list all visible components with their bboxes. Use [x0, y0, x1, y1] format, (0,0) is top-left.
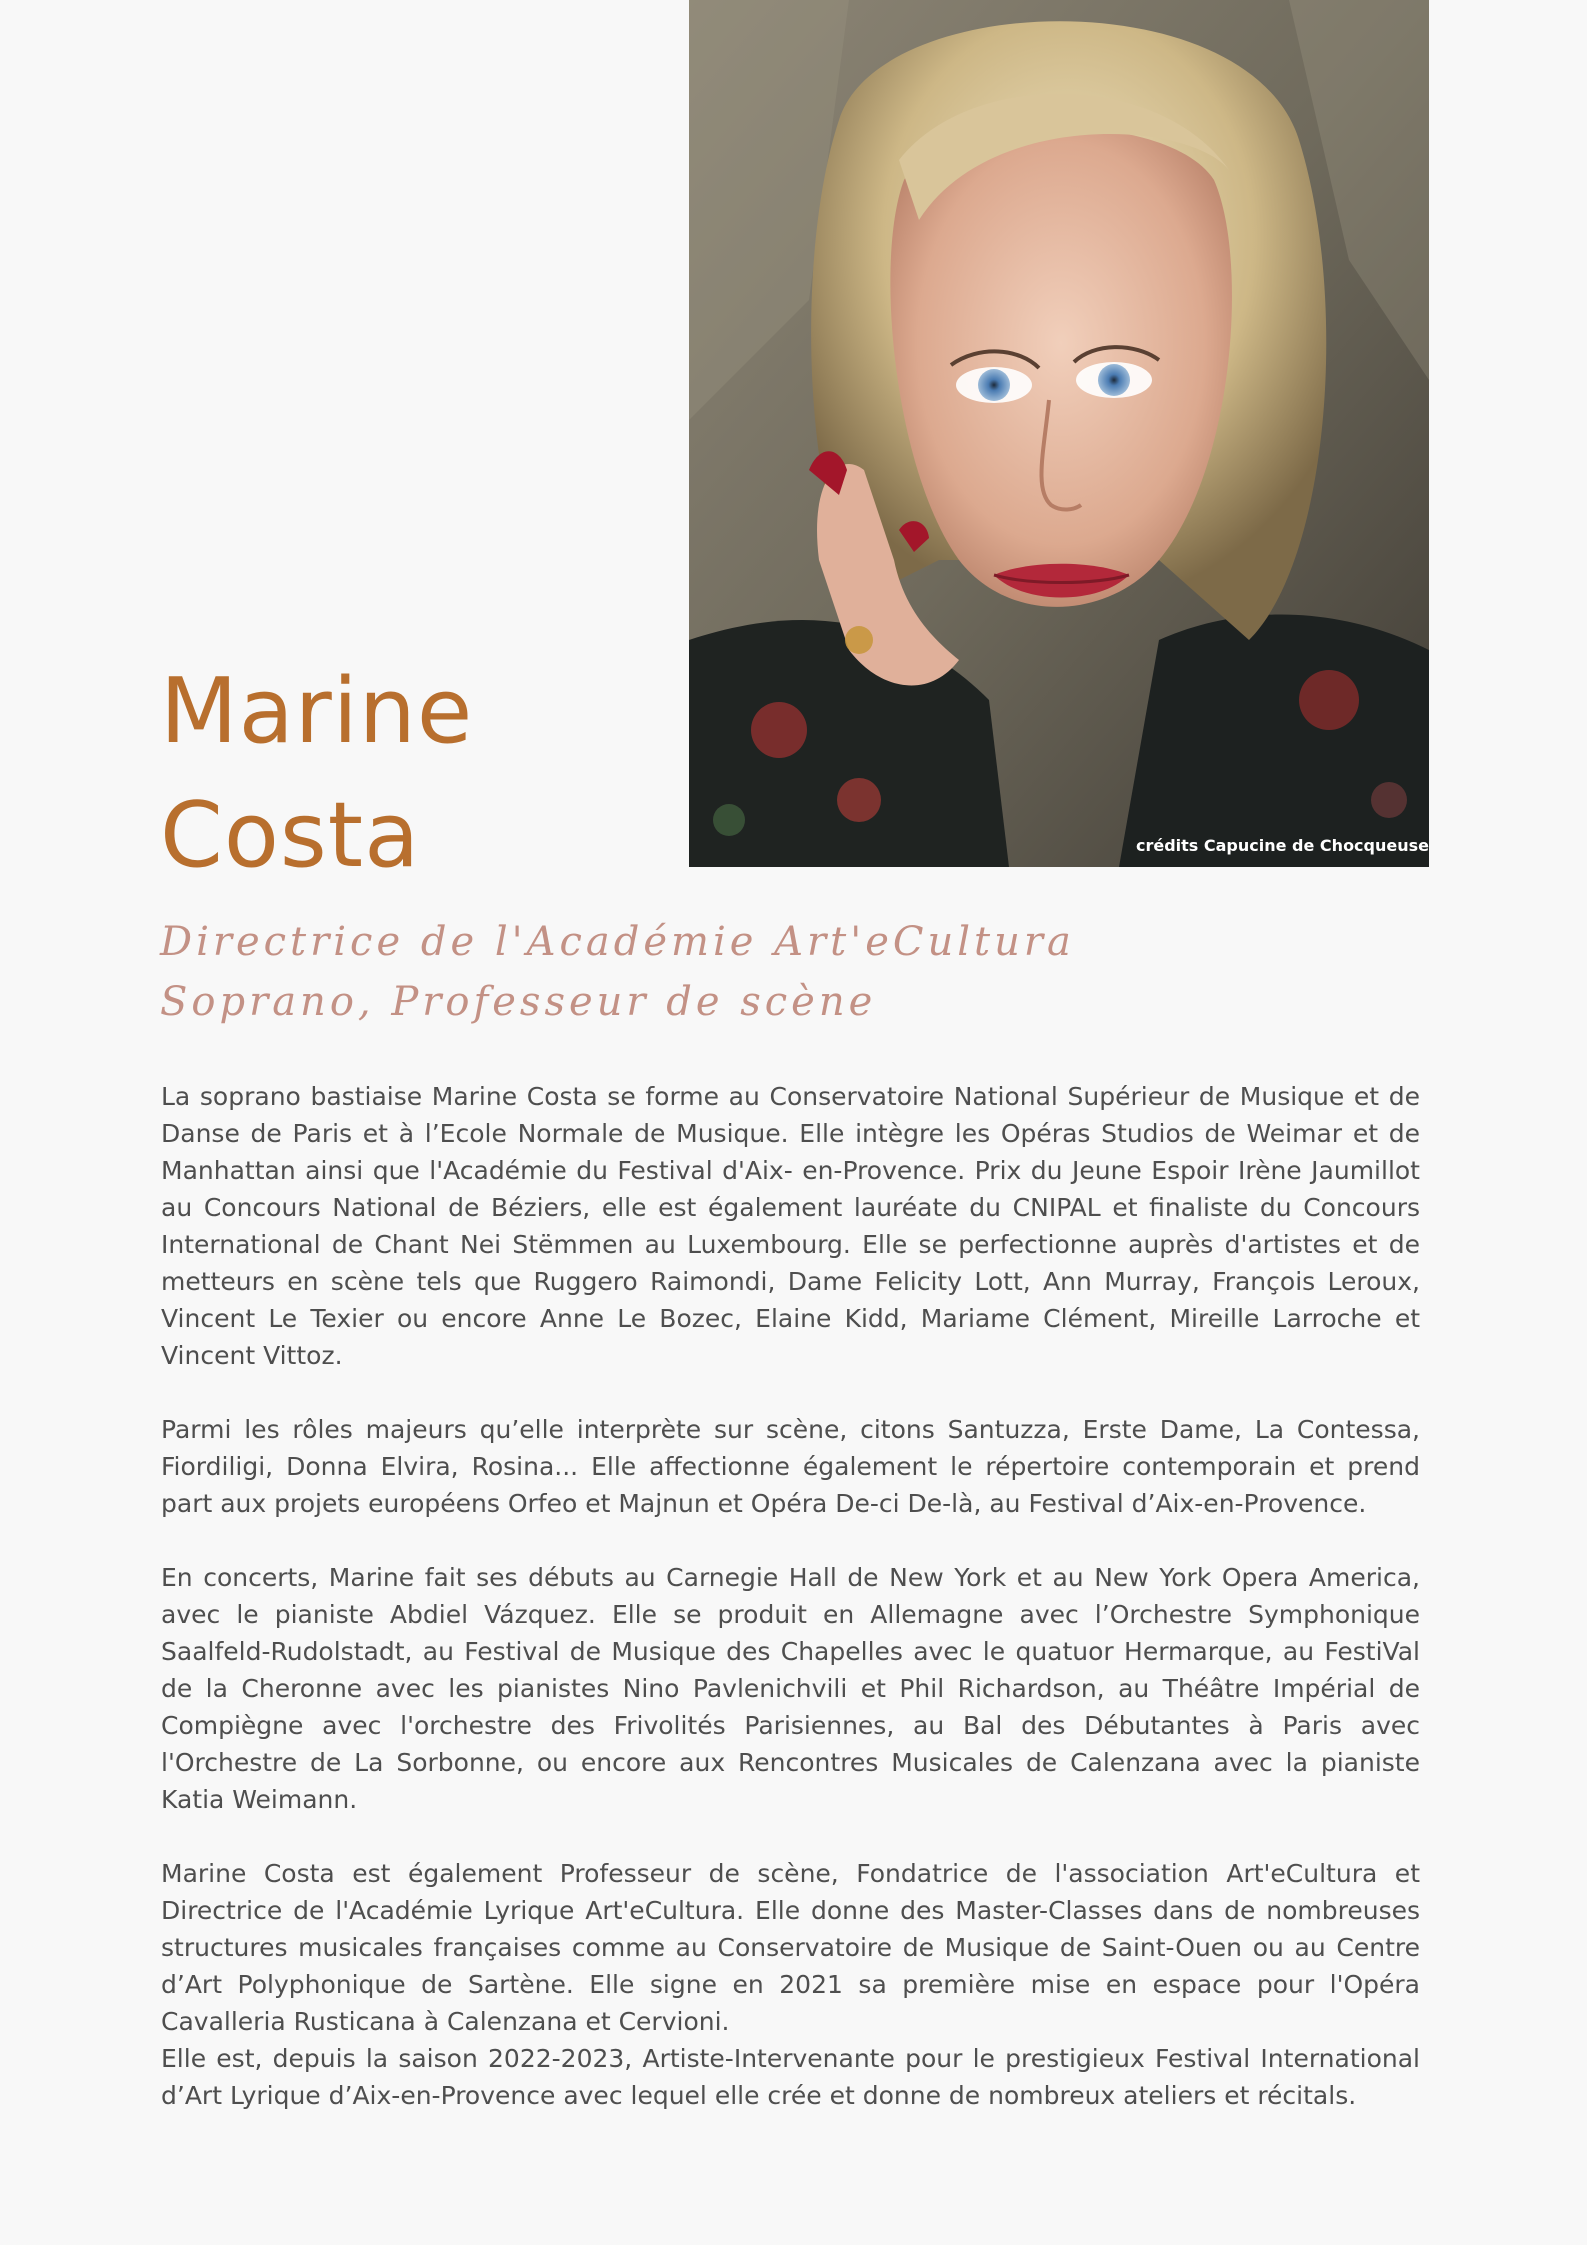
last-name: Costa	[160, 783, 421, 888]
first-name: Marine	[160, 659, 474, 764]
subtitle-role: Directrice de l'Académie Art'eCultura	[160, 919, 1075, 965]
page-title	[160, 650, 660, 898]
bio-paragraph-teaching: Marine Costa est également Professeur de scène, Fondatrice de l'association Art'eCultura et Directrice de l'Académie Lyrique Art'eCultura. Elle donne des Master-Classes dans de nombreuses structures musicales françaises comme au Conservatoire de Musique de Saint-Ouen ou au Centre d’Art Polyphonique de Sartène. Elle signe en 2021 sa première mise en espace pour l'Opéra Cavalleria Rusticana à Calenzana et Cervioni.	[161, 1859, 1420, 2036]
bio-paragraph-festival: Elle est, depuis la saison 2022-2023, Artiste-Intervenante pour le prestigieux Festival International d’Art Lyrique d’Aix-en-Provence avec lequel elle crée et donne de nombreux ateliers et récitals.	[161, 2044, 1420, 2110]
bio-paragraph-roles: Parmi les rôles majeurs qu’elle interprète sur scène, citons Santuzza, Erste Dame, La Contessa, Fiordiligi, Donna Elvira, Rosina... Elle affectionne également le répertoire contemporain et prend part aux projets européens Orfeo et Majnun et Opéra De-ci De-là, au Festival d’Aix-en-Provence.	[161, 1415, 1420, 1518]
portrait-image	[689, 0, 1429, 867]
bio-paragraph-training: La soprano bastiaise Marine Costa se forme au Conservatoire National Supérieur de Musique et de Danse de Paris et à l’Ecole Normale de Musique. Elle intègre les Opéras Studios de Weimar et de Manhattan ainsi que l'Académie du Festival d'Aix- en-Provence. Prix du Jeune Espoir Irène Jaumillot au Concours National de Béziers, elle est également lauréate du CNIPAL et finaliste du Concours International de Chant Nei Stëmmen au Luxembourg. Elle se perfectionne auprès d'artistes et de metteurs en scène tels que Ruggero Raimondi, Dame Felicity Lott, Ann Murray, François Leroux, Vincent Le Texier ou encore Anne Le Bozec, Elaine Kidd, Mariame Clément, Mireille Larroche et Vincent Vittoz.	[161, 1082, 1420, 1370]
subtitle	[160, 912, 1160, 1032]
biography	[161, 1078, 1420, 2114]
subtitle-profession: Soprano, Professeur de scène	[160, 979, 877, 1025]
bio-paragraph-concerts: En concerts, Marine fait ses débuts au Carnegie Hall de New York et au New York Opera America, avec le pianiste Abdiel Vázquez. Elle se produit en Allemagne avec l’Orchestre Symphonique Saalfeld-Rudolstadt, au Festival de Musique des Chapelles avec le quatuor Hermarque, au FestiVal de la Cheronne avec les pianistes Nino Pavlenichvili et Phil Richardson, au Théâtre Impérial de Compiègne avec l'orchestre des Frivolités Parisiennes, au Bal des Débutantes à Paris avec l'Orchestre de La Sorbonne, ou encore aux Rencontres Musicales de Calenzana avec la pianiste Katia Weimann.	[161, 1563, 1420, 1814]
photo-credit: crédits Capucine de Chocqueuse	[1135, 836, 1429, 855]
portrait-photo	[689, 0, 1429, 867]
